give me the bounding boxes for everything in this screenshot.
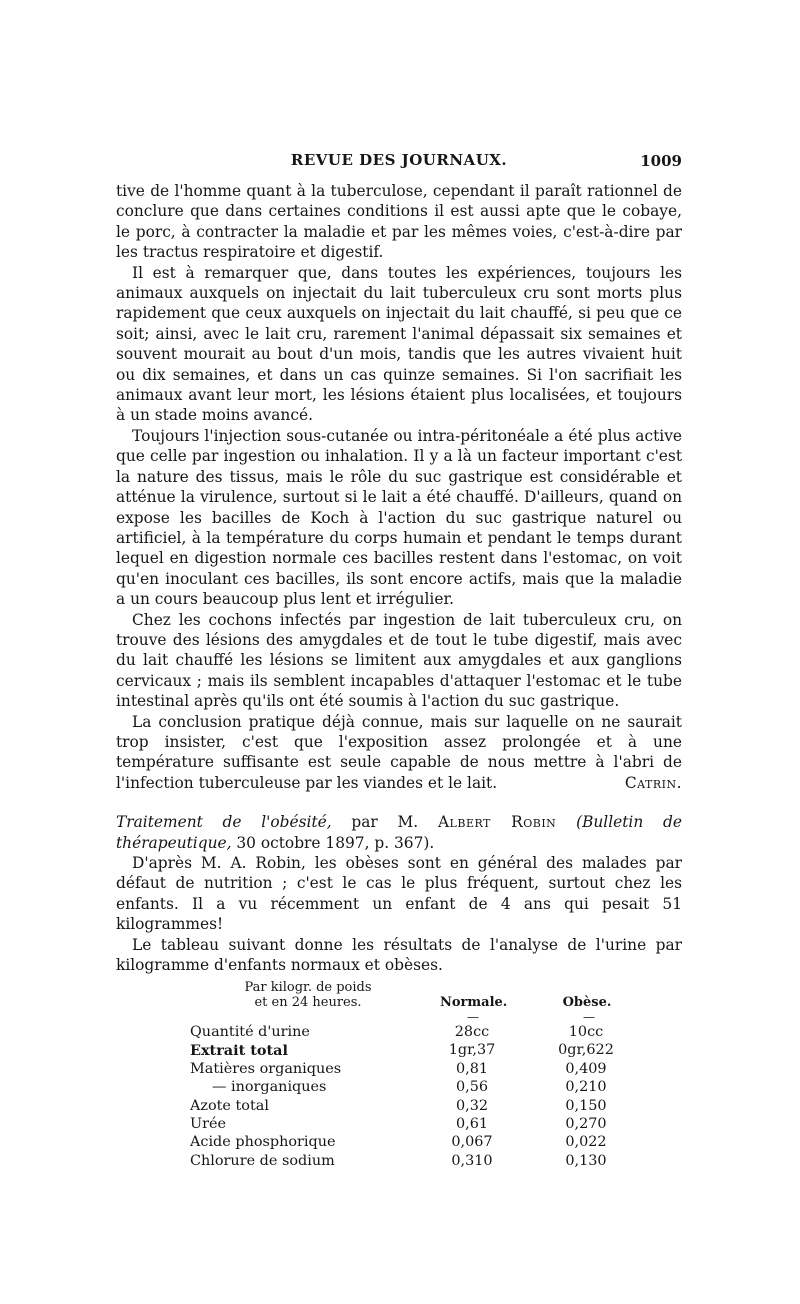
article-source: (Bulletin de thérapeutique, [116,813,682,852]
table-row [190,1153,630,1171]
row-label: Urée [190,1115,227,1132]
value-obese: 0,210 [565,1079,607,1096]
paragraph-continued: tive de l'homme quant à la tuberculose, cependant il paraît rationnel de conclure que dans certaines conditions il est aussi apte que le cobaye, le porc, à contracter la maladie et par les mêmes voies, c'est-à-dire par les tractus respiratoire et digestif. [116,182,682,262]
value-normal: 0,32 [455,1097,489,1114]
article-heading [116,812,682,853]
row-label: Matières organiques [190,1060,342,1077]
row-label: Extrait total [190,1042,288,1060]
page-number: 1009 [640,152,682,170]
urine-analysis-table [190,980,630,1171]
value-obese: 0,150 [565,1097,607,1114]
table-row [190,1079,630,1097]
row-label: Acide phosphorique [190,1134,336,1151]
value-obese: 10cc [568,1024,604,1040]
row-label: — inorganiques [190,1079,328,1095]
header-label-line: et en 24 heures. [254,995,362,1010]
value-normal: 0,56 [455,1079,489,1096]
page-header [116,151,682,177]
paragraph: Chez les cochons infectés par ingestion de lait tuberculeux cru, on trouve des lésions des amygdales et de tout le tube digestif, mais avec du lait chauffé les lésions se limitent aux amygdales et aux ganglions cervicaux ; mais ils semblent incapables d'attaquer l'estomac et le tube intestinal après qu'ils ont été soumis à l'action du suc gastrique. [116,610,682,711]
table-row [190,1024,630,1042]
header-obese: Obèse. [562,995,612,1010]
value-normal: 0,61 [455,1115,489,1132]
header-normal: Normale. [440,995,508,1010]
value-normal: 0,310 [451,1152,493,1169]
table-row [190,1042,630,1060]
value-obese: 0,022 [565,1134,607,1151]
table-row [190,1098,630,1116]
row-label: Quantité d'urine [190,1024,310,1040]
value-obese: 0,409 [565,1060,607,1077]
paragraph: Le tableau suivant donne les résultats de l'analyse de l'urine par kilogramme d'enfants normaux et obèses. [116,935,682,975]
body-text [116,181,682,975]
paragraph: Toujours l'injection sous-cutanée ou intra-péritonéale a été plus active que celle par ingestion ou inhalation. Il y a là un facteur important c'est la nature des tissus, mais le rôle du suc gastrique est considérable et atténue la virulence, surtout si le lait a été chauffé. D'ailleurs, quand on expose les bacilles de Koch à l'action du suc gastrique naturel ou artificiel, à la température du corps humain et pendant le temps durant lequel en digestion normale ces bacilles restent dans l'estomac, on voit qu'en inoculant ces bacilles, ils sont encore actifs, mais que la maladie a un cours beaucoup plus lent et irrégulier. [116,426,682,609]
signature: Catrin. [624,773,682,792]
value-obese: 0,130 [565,1152,607,1169]
table-header-label [218,980,398,1010]
table-row [190,1116,630,1134]
value-normal: 0,81 [455,1060,489,1077]
article-author: Albert Robin [437,813,557,832]
paragraph: D'après M. A. Robin, les obèses sont en général des malades par défaut de nutrition ; c'est le cas le plus fréquent, surtout chez les enfants. Il a vu récemment un enfant de 4 ans qui pesait 51 kilogrammes! [116,854,682,934]
paragraph-conclusion [116,712,682,794]
table-header [190,980,630,1024]
row-label: Chlorure de sodium [190,1152,335,1169]
value-normal: 28cc [454,1024,490,1040]
value-obese: 0gr,622 [558,1042,614,1059]
table-row [190,1061,630,1079]
article-by: par M. [351,813,419,832]
article-date: 30 octobre 1897, p. 367). [236,833,435,852]
running-title: REVUE DES JOURNAUX. [290,151,508,169]
paragraph-text: La conclusion pratique déjà connue, mais sur laquelle on ne saurait trop insister, c'est que l'exposition assez prolongée et à une température suffisante est seule capable de nous mettre à l'abri de l'infection tuberculeuse par les viandes et le lait. [116,712,682,792]
header-dash: — [583,1010,595,1024]
paragraph: Il est à remarquer que, dans toutes les expériences, toujours les animaux auxquels on injectait du lait tuberculeux cru sont morts plus rapidement que ceux auxquels on injectait du lait chauffé, si peu que ce soit; ainsi, avec le lait cru, rarement l'animal dépassait six semaines et souvent mourait au bout d'un mois, tandis que les autres vivaient huit ou dix semaines, et dans un cas quinze semaines. Si l'on sacrifiait les animaux avant leur mort, les lésions étaient plus localisées, et toujours à un stade moins avancé. [116,263,682,425]
header-label-line: Par kilogr. de poids [244,980,372,995]
header-dash: — [467,1010,479,1024]
value-normal: 1gr,37 [448,1042,496,1059]
row-label: Azote total [190,1097,269,1114]
value-obese: 0,270 [565,1115,607,1132]
table-row [190,1134,630,1152]
value-normal: 0,067 [451,1134,493,1151]
article-title: Traitement de l'obésité, [116,813,332,832]
